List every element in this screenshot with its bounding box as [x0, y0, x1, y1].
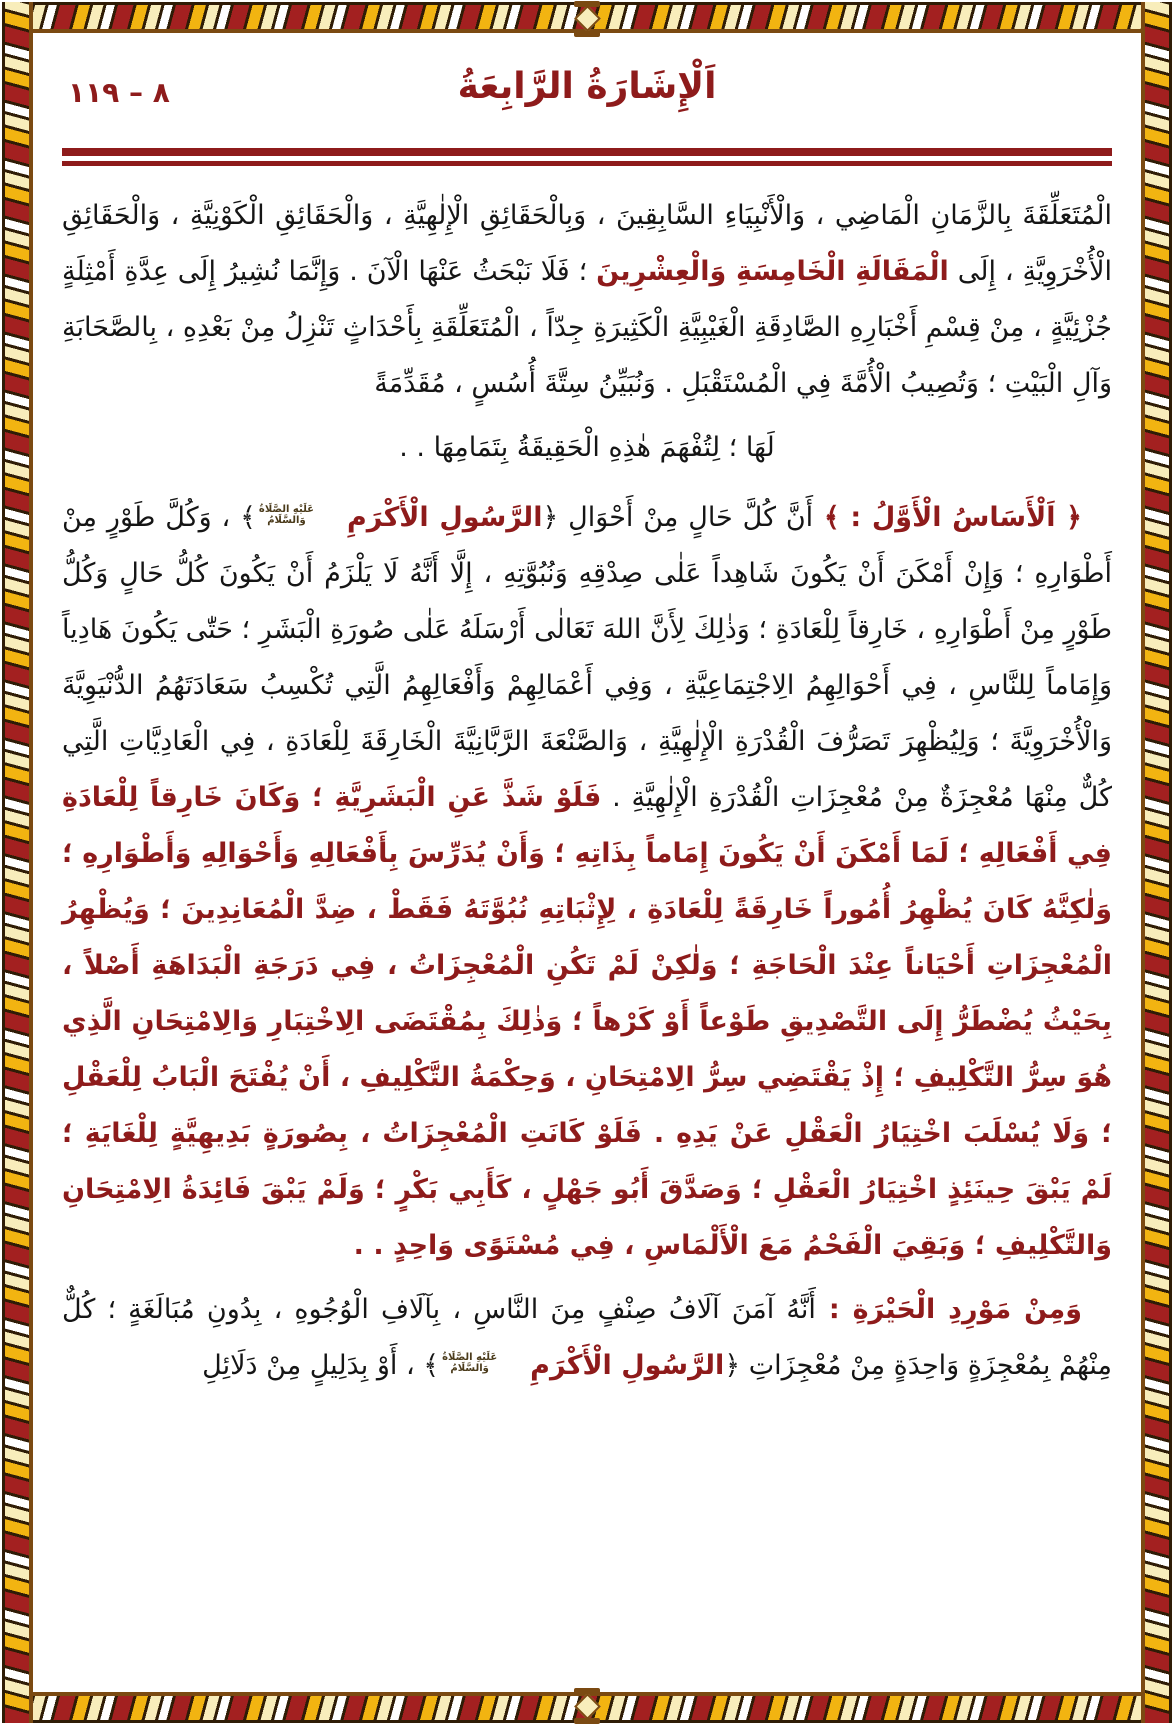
border-ornament-top-tab-outer: [574, 1, 600, 7]
body-text: [62, 188, 1112, 1394]
border-ornament-bottom-tab-inner: [574, 1688, 600, 1694]
border-left: [2, 2, 33, 1723]
text-segment: ﴾ ، أَوْ بِدَلِيلٍ مِنْ دَلَائِلِ: [202, 1350, 440, 1381]
paragraph-intro: [62, 188, 1112, 412]
paragraph-first-foundation: [62, 490, 1112, 1274]
text-segment: الْمَقَالَةِ الْخَامِسَةِ وَالْعِشْرِينَ: [596, 256, 949, 287]
text-segment: الرَّسُولِ الْأَكْرَمِ: [347, 502, 543, 533]
border-right: [1141, 2, 1172, 1723]
border-ornament-top-tab-inner: [574, 31, 600, 37]
page-content: [62, 40, 1112, 1685]
text-segment: ﴾ ، وَكُلَّ طَوْرٍ مِنْ أَطْوَارِهِ ؛ وَإِنْ أَمْكَنَ أَنْ يَكُونَ شَاهِداً عَلٰى صِدْقِهِ وَنُبُوَّتِهِ ، إِلَّا أَنَّهُ لَا يَلْزَمُ أَنْ يَكُونَ كُلُّ حَالٍ وَكُلُّ طَوْرٍ مِنْ أَطْوَارِهِ ، خَارِقاً لِلْعَادَةِ ؛ وَذٰلِكَ لِأَنَّ اللهَ تَعَالٰى أَرْسَلَهُ عَلٰى صُورَةِ الْبَشَرِ ؛ حَتّٰى يَكُونَ هَادِياً وَإِمَاماً لِلنَّاسِ ، فِي أَحْوَالِهِمُ الِاجْتِمَاعِيَّةِ ، وَفِي أَعْمَالِهِمْ وَأَفْعَالِهِمُ الَّتِي تُكْسِبُ سَعَادَتَهُمُ الدُّنْيَوِيَّةَ وَالْأُخْرَوِيَّةَ ؛ وَلِيُظْهِرَ تَصَرُّفَ الْقُدْرَةِ الْإِلٰهِيَّةِ ، وَالصَّنْعَةَ الرَّبَّانِيَّةَ الْخَارِقَةَ لِلْعَادَةِ ، فِي الْعَادِيَّاتِ الَّتِي كُلٌّ مِنْهَا مُعْجِزَةٌ مِنْ مُعْجِزَاتِ الْقُدْرَةِ الْإِلٰهِيَّةِ .: [62, 502, 1112, 813]
paragraph-source-of-wonder: [62, 1282, 1112, 1394]
text-segment: لَهَا ؛ لِتُفْهَمَ هٰذِهِ الْحَقِيقَةُ بِتَمَامِهَا . .: [399, 432, 775, 463]
text-segment: الْمُتَعَلِّقَةَ بِالزَّمَانِ الْمَاضِي ، وَالْأَنْبِيَاءِ السَّابِقِينَ ، وَبِالْحَقَائِقِ الْإِلٰهِيَّةِ ، وَالْحَقَائِقِ الْكَوْنِيَّةِ ، وَالْحَقَائِقِ الْأُخْرَوِيَّةِ ، إِلَى: [62, 200, 1112, 287]
text-segment: فَلَوْ شَذَّ عَنِ الْبَشَرِيَّةِ ؛ وَكَانَ خَارِقاً لِلْعَادَةِ فِي أَفْعَالِهِ ؛ لَمَا أَمْكَنَ أَنْ يَكُونَ إِمَاماً بِذَاتِهِ ؛ وَأَنْ يُدَرِّسَ بِأَفْعَالِهِ وَأَحْوَالِهِ وَأَطْوَارِهِ ؛ وَلٰكِنَّهُ كَانَ يُظْهِرُ أُمُوراً خَارِقَةً لِلْعَادَةِ ، لِإِثْبَاتِهِ نُبُوَّتَهُ فَقَطْ ، ضِدَّ الْمُعَانِدِينَ ؛ وَيُظْهِرُ الْمُعْجِزَاتِ أَحْيَاناً عِنْدَ الْحَاجَةِ ؛ وَلٰكِنْ لَمْ تَكُنِ الْمُعْجِزَاتُ ، فِي دَرَجَةِ الْبَدَاهَةِ أَصْلاً ، بِحَيْثُ يُضْطَرُّ إِلَى التَّصْدِيقِ طَوْعاً أَوْ كَرْهاً ؛ وَذٰلِكَ بِمُقْتَضَى الِاخْتِبَارِ وَالِامْتِحَانِ الَّذِي هُوَ سِرُّ التَّكْلِيفِ ؛ إِذْ يَقْتَضِي سِرُّ الِامْتِحَانِ ، وَحِكْمَةُ التَّكْلِيفِ ، أَنْ يُفْتَحَ الْبَابُ لِلْعَقْلِ ؛ وَلَا يُسْلَبَ اخْتِيَارُ الْعَقْلِ عَنْ يَدِهِ . فَلَوْ كَانَتِ الْمُعْجِزَاتُ ، بِصُورَةٍ بَدِيهِيَّةٍ لِلْغَايَةِ ؛ لَمْ يَبْقَ حِينَئِذٍ اخْتِيَارُ الْعَقْلِ ؛ وَصَدَّقَ أَبُو جَهْلٍ ، كَأَبِي بَكْرٍ ؛ وَلَمْ يَبْقَ فَائِدَةُ الِامْتِحَانِ وَالتَّكْلِيفِ ؛ وَبَقِيَ الْفَحْمُ مَعَ الْأَلْمَاسِ ، فِي مُسْتَوًى وَاحِدٍ . .: [62, 782, 1112, 1261]
text-segment: ؛ فَلَا نَبْحَثُ عَنْهَا الْآنَ . وَإِنَّمَا نُشِيرُ إِلَى عِدَّةِ أَمْثِلَةٍ جُزْئِيَّةٍ ، مِنْ قِسْمِ أَخْبَارِهِ الصَّادِقَةِ الْغَيْبِيَّةِ الْكَثِيرَةِ جِدّاً ، الْمُتَعَلِّقَةِ بِأَحْدَاثٍ تَنْزِلُ مِنْ بَعْدِهِ ، بِالصَّحَابَةِ وَآلِ الْبَيْتِ ؛ وَتُصِيبُ الْأُمَّةَ فِي الْمُسْتَقْبَلِ . وَنُبَيِّنُ سِتَّةَ أُسُسٍ ، مُقَدِّمَةً: [62, 256, 1112, 399]
page-title: اَلْإِشَارَةُ الرَّابِعَةُ: [457, 66, 717, 107]
text-segment: وَمِنْ مَوْرِدِ الْحَيْرَةِ :: [815, 1294, 1082, 1325]
border-ornament-bottom-tab-outer: [574, 1718, 600, 1724]
page-header: [62, 66, 1112, 138]
text-segment: ﴿ اَلْأَسَاسُ الْأَوَّلُ : ﴾: [813, 502, 1082, 533]
pbuh-seal-mark: عَلَيْهِ الصَّلَاةُ وَالسَّلَامُ: [442, 1351, 498, 1374]
pbuh-seal-mark: عَلَيْهِ الصَّلَاةُ وَالسَّلَامُ: [258, 503, 314, 526]
text-segment: ﴿: [724, 1350, 741, 1381]
text-segment: أَنَّ كُلَّ حَالٍ مِنْ أَحْوَالِ: [558, 502, 814, 533]
text-segment: أَنَّهُ آمَنَ آلَافُ صِنْفٍ مِنَ النَّاسِ ، بِآلَافِ الْوُجُوهِ ، بِدُونِ مُبَالَغَةٍ ؛ كُلٌّ مِنْهُمْ بِمُعْجِزَةٍ وَاحِدَةٍ مِنْ مُعْجِزَاتِ: [62, 1294, 1112, 1381]
text-segment: ﴿: [542, 502, 559, 533]
header-double-rule: [62, 148, 1112, 166]
text-segment: الرَّسُولِ الْأَكْرَمِ: [530, 1350, 725, 1381]
paragraph-intro-tail: [62, 420, 1112, 476]
page-number: ٨ – ١١٩: [68, 76, 170, 109]
